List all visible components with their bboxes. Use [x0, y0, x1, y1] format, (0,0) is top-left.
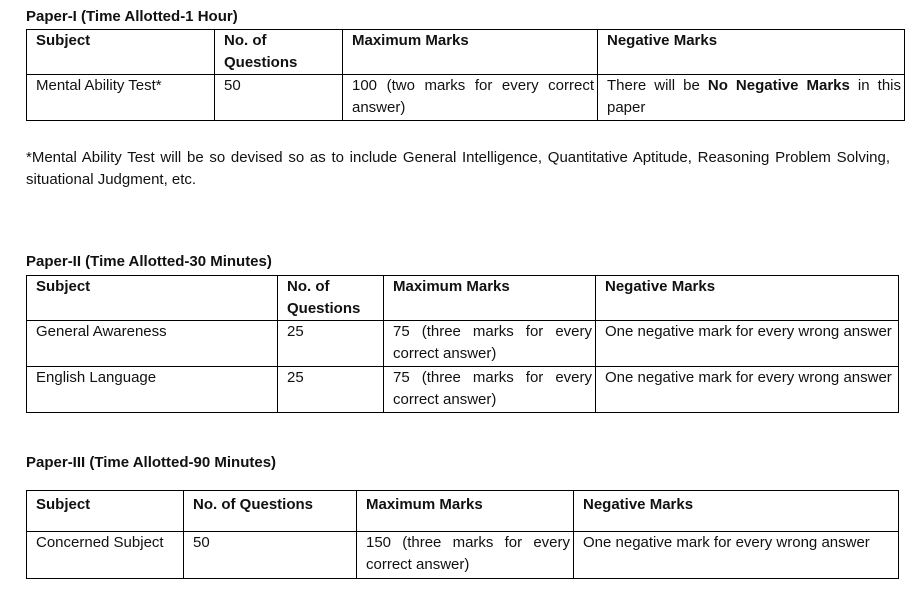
- header-negative-marks: Negative Marks: [596, 276, 899, 321]
- negative-text-bold: No Negative Marks: [707, 77, 850, 94]
- cell-questions: 50: [215, 75, 343, 121]
- cell-subject: English Language: [27, 367, 278, 413]
- header-questions: No. of Questions: [184, 491, 357, 532]
- paper2-table: [26, 275, 899, 413]
- footnote: *Mental Ability Test will be so devised so as to include General Intelligence, Quantitative Aptitude, Reasoning Problem Solving, situational Judgment, etc.: [26, 149, 890, 188]
- header-questions: No. of Questions: [215, 30, 343, 75]
- paper3-table: [26, 490, 899, 579]
- header-subject: Subject: [27, 276, 278, 321]
- table-row: [27, 321, 899, 367]
- cell-questions: 50: [184, 532, 357, 579]
- table-row: [27, 75, 905, 121]
- table-row: [27, 532, 899, 579]
- cell-max-marks: 100 (two marks for every correct answer): [343, 75, 598, 121]
- cell-negative-marks: One negative mark for every wrong answer: [574, 532, 899, 579]
- header-max-marks: Maximum Marks: [384, 276, 596, 321]
- cell-negative-marks: One negative mark for every wrong answer: [596, 321, 899, 367]
- cell-questions: 25: [278, 367, 384, 413]
- table-row: [27, 367, 899, 413]
- paper1-title: Paper-I (Time Allotted-1 Hour): [26, 8, 238, 25]
- paper2-title: Paper-II (Time Allotted-30 Minutes): [26, 253, 272, 270]
- cell-subject: Mental Ability Test*: [27, 75, 215, 121]
- header-questions: No. of Questions: [278, 276, 384, 321]
- header-subject: Subject: [27, 30, 215, 75]
- header-subject: Subject: [27, 491, 184, 532]
- table-header-row: [27, 491, 899, 532]
- cell-questions: 25: [278, 321, 384, 367]
- table-header-row: [27, 30, 905, 75]
- cell-max-marks: 75 (three marks for every correct answer): [384, 321, 596, 367]
- header-negative-marks: Negative Marks: [598, 30, 905, 75]
- table-header-row: [27, 276, 899, 321]
- header-negative-marks: Negative Marks: [574, 491, 899, 532]
- paper1-table: [26, 29, 905, 121]
- cell-negative-marks: One negative mark for every wrong answer: [596, 367, 899, 413]
- cell-max-marks: 150 (three marks for every correct answer): [357, 532, 574, 579]
- cell-negative-marks: [598, 75, 905, 121]
- header-max-marks: Maximum Marks: [343, 30, 598, 75]
- cell-max-marks: 75 (three marks for every correct answer): [384, 367, 596, 413]
- paper3-title: Paper-III (Time Allotted-90 Minutes): [26, 454, 277, 471]
- cell-subject: Concerned Subject: [27, 532, 184, 579]
- negative-text-post: in this paper: [607, 77, 902, 116]
- cell-subject: General Awareness: [27, 321, 278, 367]
- header-max-marks: Maximum Marks: [357, 491, 574, 532]
- negative-text-pre: There will be: [607, 77, 708, 94]
